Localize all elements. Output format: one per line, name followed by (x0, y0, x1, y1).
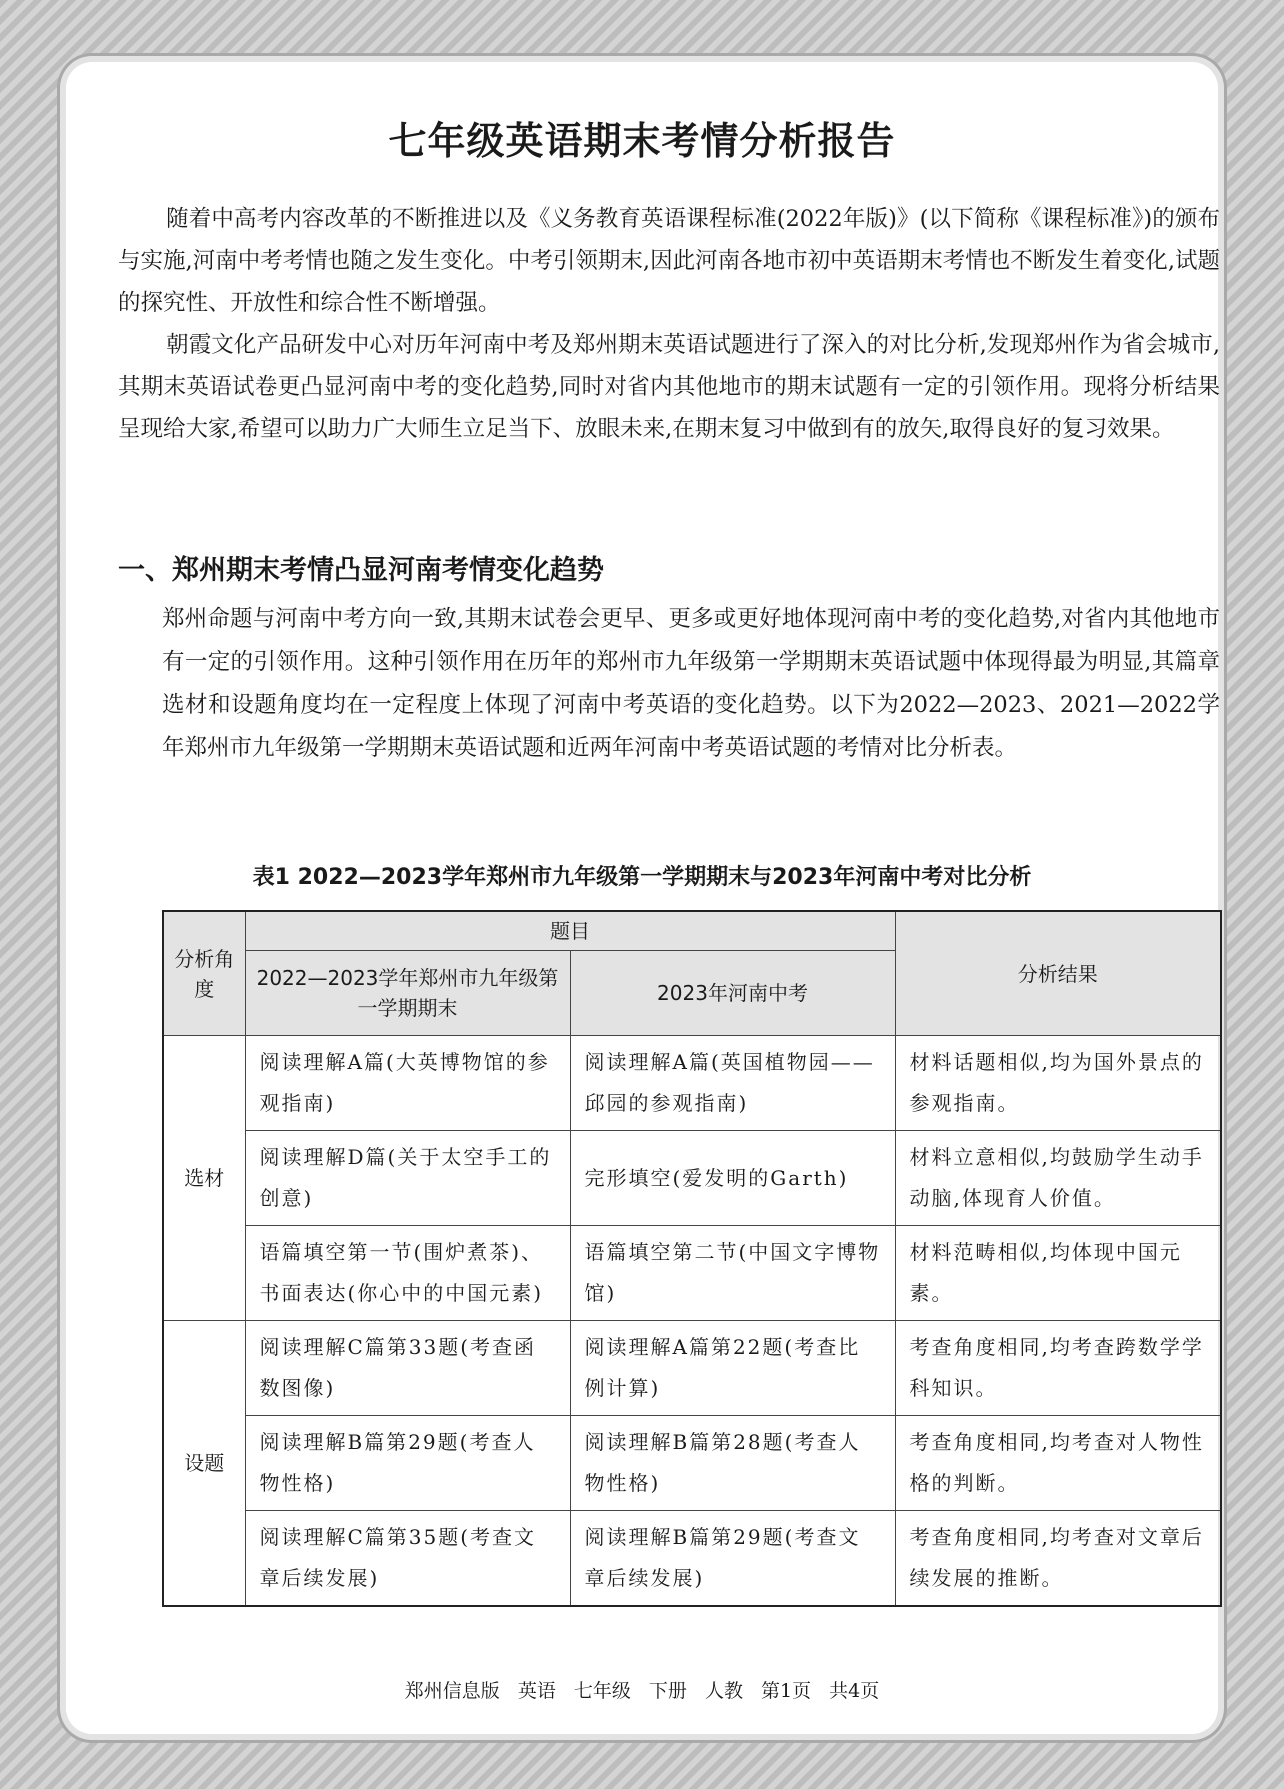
intro-paragraph-1 (118, 198, 1220, 324)
cell-henan: 阅读理解A篇第22题(考查比例计算) (570, 1321, 895, 1416)
intro-paragraph-2 (118, 324, 1220, 450)
cell-henan: 阅读理解B篇第28题(考查人物性格) (570, 1416, 895, 1511)
section-paragraph (162, 598, 1220, 770)
cell-zhengzhou: 阅读理解B篇第29题(考查人物性格) (245, 1416, 570, 1511)
table-caption: 表1 2022—2023学年郑州市九年级第一学期期末与2023年河南中考对比分析 (252, 865, 1032, 890)
table-row (163, 1226, 1221, 1321)
cell-henan: 完形填空(爱发明的Garth) (570, 1131, 895, 1226)
page-footer: 郑州信息版 英语 七年级 下册 人教 第1页 共4页 (404, 1680, 880, 1702)
cell-result: 考查角度相同,均考查对文章后续发展的推断。 (895, 1511, 1221, 1607)
header-result: 分析结果 (895, 911, 1221, 1036)
header-aspect: 分析角度 (163, 911, 245, 1036)
cell-henan: 阅读理解B篇第29题(考查文章后续发展) (570, 1511, 895, 1607)
cell-result: 材料立意相似,均鼓励学生动手动脑,体现育人价值。 (895, 1131, 1221, 1226)
cell-zhengzhou: 阅读理解C篇第35题(考查文章后续发展) (245, 1511, 570, 1607)
table-row (163, 1511, 1221, 1607)
cell-result: 材料话题相似,均为国外景点的参观指南。 (895, 1036, 1221, 1131)
cell-henan: 阅读理解A篇(英国植物园——邱园的参观指南) (570, 1036, 895, 1131)
table-row (163, 1321, 1221, 1416)
page-title: 七年级英语期末考情分析报告 (388, 119, 896, 163)
table-row (163, 1416, 1221, 1511)
intro-paragraph-1-text: 随着中高考内容改革的不断推进以及《义务教育英语课程标准(2022年版)》(以下简称《课程标准》)的颁布与实施,河南中考考情也随之发生变化。中考引领期末,因此河南各地市初中英语期末考情也不断发生着变化,试题的探究性、开放性和综合性不断增强。 (118, 206, 1220, 316)
section-heading: 一、郑州期末考情凸显河南考情变化趋势 (118, 555, 604, 586)
aspect-cell: 设题 (163, 1321, 245, 1607)
comparison-table (162, 910, 1222, 1607)
header-topic: 题目 (245, 911, 895, 951)
header-henan: 2023年河南中考 (570, 951, 895, 1036)
header-zhengzhou: 2022—2023学年郑州市九年级第一学期期末 (245, 951, 570, 1036)
cell-zhengzhou: 阅读理解C篇第33题(考查函数图像) (245, 1321, 570, 1416)
cell-henan: 语篇填空第二节(中国文字博物馆) (570, 1226, 895, 1321)
cell-zhengzhou: 阅读理解A篇(大英博物馆的参观指南) (245, 1036, 570, 1131)
intro-paragraph-2-text: 朝霞文化产品研发中心对历年河南中考及郑州期末英语试题进行了深入的对比分析,发现郑州作为省会城市,其期末英语试卷更凸显河南中考的变化趋势,同时对省内其他地市的期末试题有一定的引领作用。现将分析结果呈现给大家,希望可以助力广大师生立足当下、放眼未来,在期末复习中做到有的放矢,取得良好的复习效果。 (118, 332, 1220, 442)
aspect-cell: 选材 (163, 1036, 245, 1321)
cell-zhengzhou: 语篇填空第一节(围炉煮茶)、书面表达(你心中的中国元素) (245, 1226, 570, 1321)
cell-result: 材料范畴相似,均体现中国元素。 (895, 1226, 1221, 1321)
cell-result: 考查角度相同,均考查跨数学学科知识。 (895, 1321, 1221, 1416)
table-row (163, 1131, 1221, 1226)
cell-zhengzhou: 阅读理解D篇(关于太空手工的创意) (245, 1131, 570, 1226)
cell-result: 考查角度相同,均考查对人物性格的判断。 (895, 1416, 1221, 1511)
table-row (163, 1036, 1221, 1131)
section-paragraph-text: 郑州命题与河南中考方向一致,其期末试卷会更早、更多或更好地体现河南中考的变化趋势,对省内其他地市有一定的引领作用。这种引领作用在历年的郑州市九年级第一学期期末英语试题中体现得最为明显,其篇章选材和设题角度均在一定程度上体现了河南中考英语的变化趋势。以下为2022—2023、2021—2022学年郑州市九年级第一学期期末英语试题和近两年河南中考英语试题的考情对比分析表。 (162, 606, 1220, 761)
